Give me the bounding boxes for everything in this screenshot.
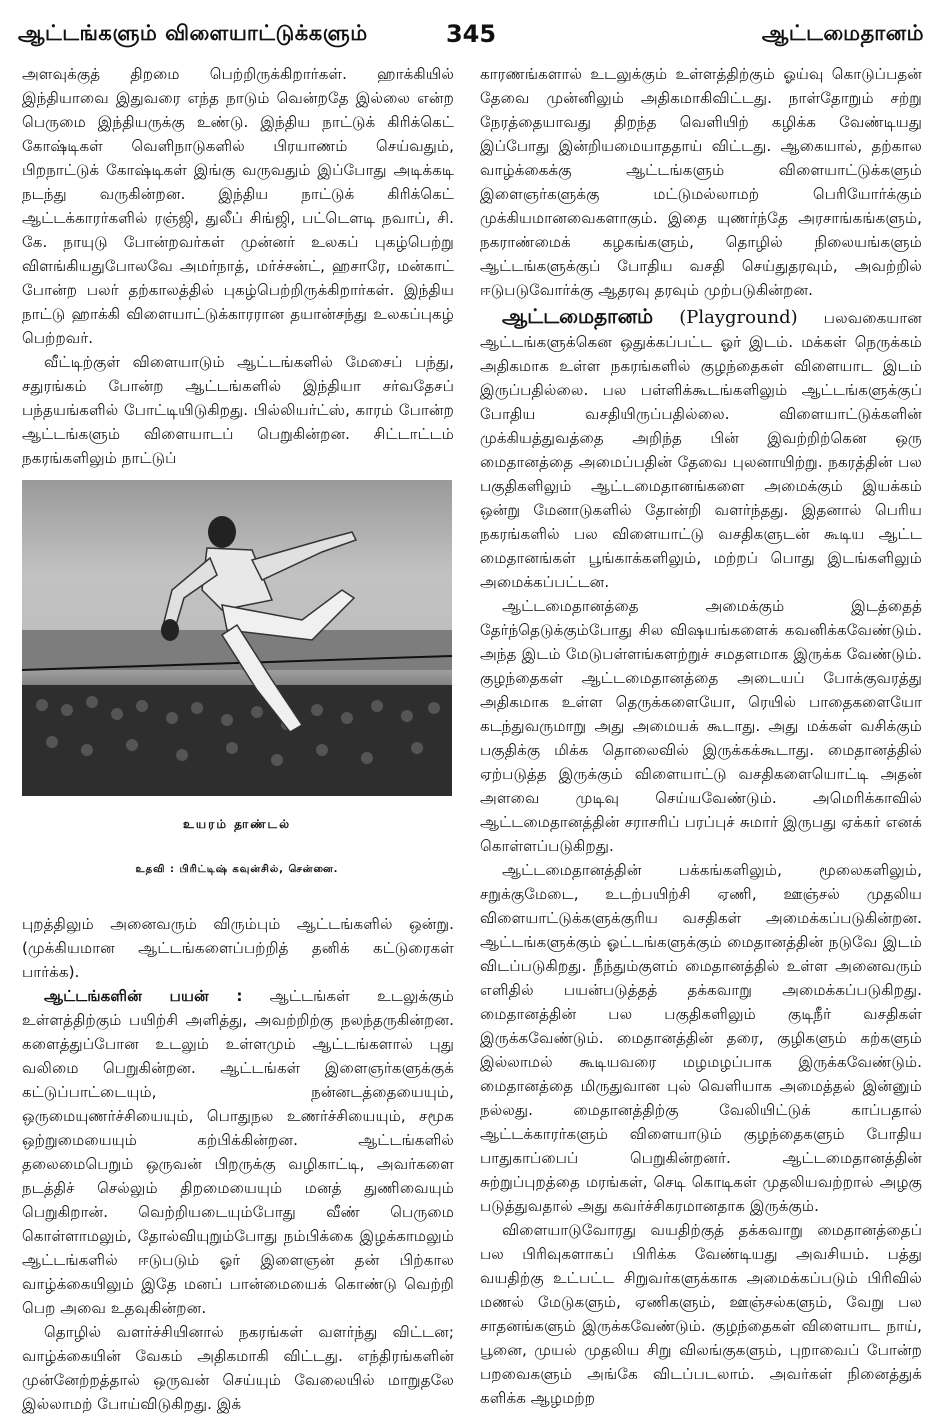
figure-caption: உயரம் தாண்டல் xyxy=(182,817,292,831)
section-heading: ஆட்டமைதானம் xyxy=(502,304,654,328)
paragraph-body: பலவகையான ஆட்டங்களுக்கென ஒதுக்கப்பட்ட ஓர் இடம். மக்கள் நெருக்கம் அதிகமாக உள்ள நகரங்களில் குழந்தைகள் விளையாட இடம் இருப்பதில்லை. பல பள்ளிக்கூடங்களிலும் ஆட்டங்களுக்குப் போதிய வசதியிருப்பதில்லை. விளையாட்டுக்களின் முக்கியத்துவத்தை அறிந்த பின் இவற்றிற்கென ஒரு மைதானத்தை அமைப்பதின் தேவை புலனாயிற்று. நகரத்தின் பல பகுதிகளிலும் ஆட்டமைதானங்களை அமைக்கும் இயக்கம் ஒன்று மேனாடுகளில் தோன்றி வளர்ந்தது. இதனால் பெரிய நகரங்களில் பல விளையாட்டு வசதிகளுடன் கூடிய ஆட்ட மைதானங்கள் பூங்காக்களிலும், மற்றப் பொது இடங்களிலும் அமைக்கப்பட்டன. xyxy=(480,309,922,591)
paragraph xyxy=(22,984,454,1320)
paragraph: புறத்திலும் அனைவரும் விரும்பும் ஆட்டங்களில் ஒன்று. (முக்கியமான ஆட்டங்களைப்பற்றித் தனிக் கட்டுரைகள் பார்க்க). xyxy=(22,915,454,981)
paragraph: காரணங்களால் உடலுக்கும் உள்ளத்திற்கும் ஓய்வு கொடுப்பதன் தேவை முன்னிலும் அதிகமாகிவிட்டது. நாள்தோறும் சற்று நேரத்தையாவது திறந்த வெளியிற் கழிக்க வேண்டியது இப்போது இன்றியமையாததாய் விட்டது. ஆகையால், தற்கால வாழ்க்கைக்கு ஆட்டங்களும் விளையாட்டுக்களும் இளைஞர்களுக்கு மட்டுமல்லாமற் பெரியோர்க்கும் முக்கியமானவைகளாகும். இதை யுணர்ந்தே அரசாங்கங்களும், நகராண்மைக் கழகங்களும், தொழில் நிலையங்களும் ஆட்டங்களுக்குப் போதிய வசதி செய்துதரவும், அவற்றில் ஈடுபடுவோர்க்கு ஆதரவு தரவும் முற்படுகின்றன. xyxy=(480,65,922,299)
page-header xyxy=(18,14,924,54)
section-paragraph xyxy=(480,304,922,594)
right-column xyxy=(480,62,922,1407)
running-title-left: ஆட்டங்களும் விளையாட்டுக்களும் xyxy=(18,20,368,45)
paragraph-lead: ஆட்டங்களின் பயன் : xyxy=(44,987,243,1005)
paragraph: வீட்டிற்குள் விளையாடும் ஆட்டங்களில் மேசைப் பந்து, சதுரங்கம் போன்ற ஆட்டங்களில் இந்தியா சர்வதேசப் பந்தயங்களில் போட்டியிடுகிறது. பில்லியர்ட்ஸ், காரம் போன்ற ஆட்டங்களும் விளையாடப் பெறுகின்றன. சிட்டாட்டம் நகரங்களிலும் நாட்டுப் xyxy=(22,353,454,467)
left-column xyxy=(22,62,454,1413)
page-number: 345 xyxy=(445,20,497,48)
paragraph: தொழில் வளர்ச்சியினால் நகரங்கள் வளர்ந்து விட்டன; வாழ்க்கையின் வேகம் அதிகமாகி விட்டது. எந்திரங்களின் முன்னேற்றத்தால் ஒருவன் செய்யும் வேலையில் மாறுதலே இல்லாமற் போய்விடுகிறது. இக் xyxy=(22,1323,454,1413)
section-heading-english: (Playground) xyxy=(679,307,798,328)
high-jump-photo xyxy=(22,480,452,796)
paragraph: ஆட்டமைதானத்தை அமைக்கும் இடத்தைத் தேர்ந்தெடுக்கும்போது சில விஷயங்களைக் கவனிக்கவேண்டும். அந்த இடம் மேடுபள்ளங்களற்றுச் சமதளமாக இருக்க வேண்டும். குழந்தைகள் ஆட்டமைதானத்தை அடையப் போக்குவரத்து அதிகமாக உள்ள தெருக்களையோ, ரெயில் பாதைகளையோ கடந்துவருமாறு அது அமையக் கூடாது. அது மக்கள் வசிக்கும் பகுதிக்கு மிக்க தொலைவில் இருக்கக்கூடாது. மைதானத்தில் ஏற்படுத்த இருக்கும் விளையாட்டு வசதிகளையொட்டி அதன் அளவை முடிவு செய்யவேண்டும். அமெரிக்காவில் ஆட்டமைதானத்தின் சராசரிப் பரப்புச் சுமார் இருபது ஏக்கர் எனக் கொள்ளப்படுகிறது. xyxy=(480,597,922,855)
running-title-right: ஆட்டமைதானம் xyxy=(761,20,924,45)
paragraph: விளையாடுவோரது வயதிற்குத் தக்கவாறு மைதானத்தைப் பல பிரிவுகளாகப் பிரிக்க வேண்டியது அவசியம். பத்து வயதிற்கு உட்பட்ட சிறுவர்களுக்காக அமைக்கப்படும் பிரிவில் மணல் மேடுகளும், ஏணிகளும், ஊஞ்சல்களும், வேறு பல சாதனங்களும் இருக்கவேண்டும். குழந்தைகள் விளையாட நாய், பூனை, முயல் முதலிய சிறு விலங்குகளும், புறாவைப் போன்ற பறவைகளும் அங்கே விடப்படலாம். அவர்கள் நினைத்துக் களிக்க ஆழமற்ற xyxy=(480,1221,922,1407)
figure xyxy=(22,480,452,882)
photo-illustration xyxy=(22,480,452,796)
paragraph-body: ஆட்டங்கள் உடலுக்கும் உள்ளத்திற்கும் பயிற்சி அளித்து, அவற்றிற்கு நலந்தருகின்றன. களைத்துப்போன உடலும் உள்ளமும் ஆட்டங்களால் புது வலிமை பெறுகின்றன. ஆட்டங்கள் இளைஞர்களுக்குக் கட்டுப்பாட்டையும், நன்னடத்தையையும், ஒருமையுணர்ச்சியையும், பொதுநல உணர்ச்சியையும், சமூக ஒற்றுமையையும் கற்பிக்கின்றன. ஆட்டங்களில் தலைமைபெறும் ஒருவன் பிறருக்கு வழிகாட்டி, அவர்களை நடத்திச் செல்லும் திறமையையும் மனத் துணிவையும் பெறுகிறான். வெற்றியடையும்போது வீண் பெருமை கொள்ளாமலும், தோல்வியுறும்போது நம்பிக்கை இழக்காமலும் ஆட்டங்களில் ஈடுபடும் ஓர் இளைஞன் தன் பிற்கால வாழ்க்கையிலும் இதே மனப் பான்மையைக் கொண்டு வெற்றி பெற அவை உதவுகின்றன. xyxy=(22,987,454,1317)
paragraph: அளவுக்குத் திறமை பெற்றிருக்கிறார்கள். ஹாக்கியில் இந்தியாவை இதுவரை எந்த நாடும் வென்றதே இல்லை என்ற பெருமை இந்தியருக்கு உண்டு. இந்திய நாட்டுக் கிரிக்கெட் கோஷ்டிகள் வெளிநாடுகளில் பிரயாணம் செய்வதும், பிறநாட்டுக் கோஷ்டிகள் இங்கு வருவதும் இப்போது அடிக்கடி நடந்து வருகின்றன. இந்திய நாட்டுக் கிரிக்கெட் ஆட்டக்காரர்களில் ரஞ்ஜி, துலீப் சிங்ஜி, பட்டௌடி நவாப், சி. கே. நாயுடு போன்றவர்கள் முன்னர் உலகப் புகழ்பெற்று விளங்கியதுபோலவே அமர்நாத், மர்ச்சன்ட், ஹசாரே, மன்காட் போன்ற பலர் தற்காலத்தில் புகழ்பெற்றிருக்கிறார்கள். இந்திய நாட்டு ஹாக்கி விளையாட்டுக்காரரான தயான்சந்து உலகப்புகழ் பெற்றவர். xyxy=(22,65,454,347)
paragraph: ஆட்டமைதானத்தின் பக்கங்களிலும், மூலைகளிலும், சறுக்குமேடை, உடற்பயிற்சி ஏணி, ஊஞ்சல் முதலிய விளையாட்டுக்களுக்குரிய வசதிகள் அமைக்கப்படுகின்றன. ஆட்டங்களுக்கும் ஓட்டங்களுக்கும் மைதானத்தின் நடுவே இடம் விடப்படுகிறது. நீந்தும்குளம் மைதானத்தில் உள்ள அனைவரும் எளிதில் பயன்படுத்தத் தக்கவாறு அமைக்கப்படுகிறது. மைதானத்தின் பல பகுதிகளிலும் குடிநீர் வசதிகள் இருக்கவேண்டும். மைதானத்தின் தரை, குழிகளும் கற்களும் இல்லாமல் கூடியவரை மழமழப்பாக இருக்கவேண்டும். மைதானத்தை மிருதுவான புல் வெளியாக அமைத்தல் இன்னும் நல்லது. மைதானத்திற்கு வேலியிட்டுக் காப்பதால் ஆட்டக்காரர்களும் விளையாடும் குழந்தைகளும் போதிய பாதுகாப்பைப் பெறுகின்றனர். ஆட்டமைதானத்தின் சுற்றுப்புறத்தை மரங்கள், செடி கொடிகள் முதலியவற்றால் அழகு படுத்துவதால் அது கவர்ச்சிகரமானதாக இருக்கும். xyxy=(480,861,922,1215)
figure-credit: உதவி : பிரிட்டிஷ் கவுன்சில், சென்னை. xyxy=(135,864,339,875)
